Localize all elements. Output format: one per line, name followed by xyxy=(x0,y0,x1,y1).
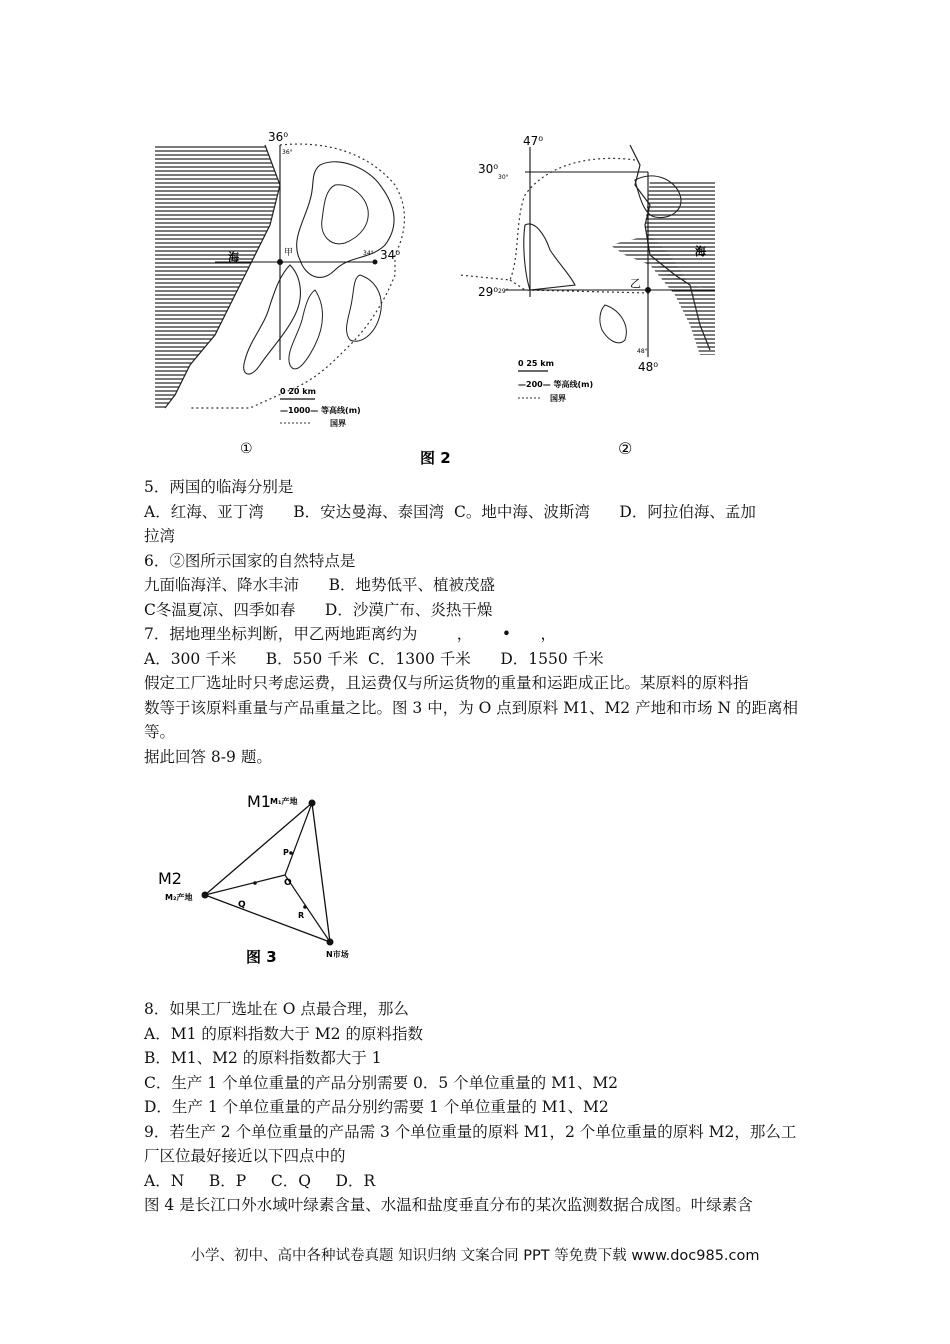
fig4-intro: 图 4 是长江口外水域叶绿素含量、水温和盐度垂直分布的某次监测数据合成图。叶绿素含 xyxy=(144,1196,753,1214)
map2-scale: 0 25 km xyxy=(518,359,554,368)
fig3-r-label: R xyxy=(298,911,305,920)
fig3-caption: 图 3 xyxy=(246,948,277,966)
q6-options-1: 九面临海洋、降水丰沛 B．地势低平、植被茂盛 xyxy=(144,576,495,594)
q5-options: A．红海、亚丁湾 B．安达曼海、泰国湾 C。地中海、波斯湾 D．阿拉伯海、孟加 xyxy=(144,502,756,521)
map1-marker: ① xyxy=(240,441,253,457)
q6-options-2: C冬温夏凉、四季如春 D．沙漠广布、炎热干燥 xyxy=(144,600,493,619)
q9-stem: 9．若生产 2 个单位重量的产品需 3 个单位重量的原料 M1，2 个单位重量的原料 M2，那么工 xyxy=(144,1122,797,1141)
contour-2b xyxy=(600,305,626,343)
questions-block-1 xyxy=(144,475,814,769)
map-2 xyxy=(460,134,715,458)
contour-1e xyxy=(347,275,382,341)
sea-area-1 xyxy=(155,145,280,408)
map2-lon-top: 47⁰ xyxy=(523,134,544,148)
context-line-4: 据此回答 8-9 题。 xyxy=(144,747,272,766)
questions-block-2 xyxy=(144,997,814,1218)
map2-place-label: 乙 xyxy=(630,277,641,290)
figure-3 xyxy=(150,785,380,970)
map1-scale: 0 20 km xyxy=(280,387,316,396)
map2-sea-label: 海 xyxy=(695,245,706,258)
map1-sea-label: 海 xyxy=(228,251,239,264)
fig3-m2-small: M₂产地 xyxy=(165,893,193,902)
context-line-2: 数等于该原料重量与产品重量之比。图 3 中，为 O 点到原料 M1、M2 产地和市场 N 的距离相 xyxy=(144,698,799,717)
fig3-m1-small: M₁产地 xyxy=(270,797,298,806)
context-line-1: 假定工厂选址时只考虑运费，且运费仅与所运货物的重量和运距成正比。某原料的原料指 xyxy=(144,674,749,692)
map2-marker: ② xyxy=(618,439,633,458)
q8-option-d: D．生产 1 个单位重量的产品分别约需要 1 个单位重量的 M1、M2 xyxy=(144,1098,609,1116)
map2-lon-bottom: 48⁰ xyxy=(638,360,659,374)
q9-stem-cont: 厂区位最好接近以下四点中的 xyxy=(144,1147,346,1165)
q8-option-a: A．M1 的原料指数大于 M2 的原料指数 xyxy=(144,1024,423,1043)
fig3-m1-big: M1 xyxy=(247,792,271,811)
q8-stem: 8．如果工厂选址在 O 点最合理，那么 xyxy=(144,1000,409,1018)
q8-option-c: C．生产 1 个单位重量的产品分别需要 0．5 个单位重量的 M1、M2 xyxy=(144,1073,619,1092)
map2-border-legend: 国界 xyxy=(550,394,566,403)
q6-stem: 6．②图所示国家的自然特点是 xyxy=(144,551,356,570)
fig3-q-label: Q xyxy=(238,900,246,910)
contour-1d xyxy=(289,290,323,369)
map1-lat-top-small: 36° xyxy=(282,149,293,156)
map1-lat-top: 36⁰ xyxy=(268,130,289,144)
map2-lon-bottom-small: 48° xyxy=(637,348,648,355)
map2-contour-legend: —200— 等高线(m) xyxy=(518,380,594,389)
map1-border-legend: 国界 xyxy=(330,419,346,428)
fig3-o-label: O xyxy=(284,878,292,888)
map2-lat-30-small: 30° xyxy=(498,174,509,181)
q5-options-cont: 拉湾 xyxy=(144,527,176,545)
fig3-p-label: P xyxy=(283,848,289,857)
figure-2 xyxy=(130,125,730,470)
q9-options: A．N B．P C．Q D．R xyxy=(144,1171,376,1190)
map-1 xyxy=(155,130,451,467)
contour-1c xyxy=(244,265,301,374)
map1-place-label: 甲 xyxy=(284,248,294,258)
border-2 xyxy=(460,158,650,293)
q7-stem: 7．据地理坐标判断，甲乙两地距离约为 ， • ， xyxy=(144,625,557,643)
q8-option-b: B．M1、M2 的原料指数都大于 1 xyxy=(144,1049,382,1067)
context-line-3: 等。 xyxy=(144,723,176,741)
fig3-n-label: N市场 xyxy=(326,950,349,959)
contour-2a xyxy=(524,224,575,290)
map1-lat-right: 34⁰ xyxy=(380,248,401,262)
map2-lat-29: 29⁰ xyxy=(478,285,499,299)
q7-options: A．300 千米 B．550 千米 C．1300 千米 D．1550 千米 xyxy=(144,649,604,668)
figure2-caption: 图 2 xyxy=(420,449,451,467)
map1-contour-legend: —1000— 等高线(m) xyxy=(280,406,361,415)
map2-lat-29-small: 29° xyxy=(498,288,509,295)
fig3-m2-big: M2 xyxy=(158,869,182,888)
q5-stem: 5．两国的临海分别是 xyxy=(144,478,294,496)
map1-lat-right-small: 34° xyxy=(363,250,374,257)
map2-lat-30: 30⁰ xyxy=(478,162,499,176)
contour-1b xyxy=(322,185,369,244)
page-footer: 小学、初中、高中各种试卷真题 知识归纳 文案合同 PPT 等免费下载 www.doc985.com xyxy=(190,1248,760,1264)
